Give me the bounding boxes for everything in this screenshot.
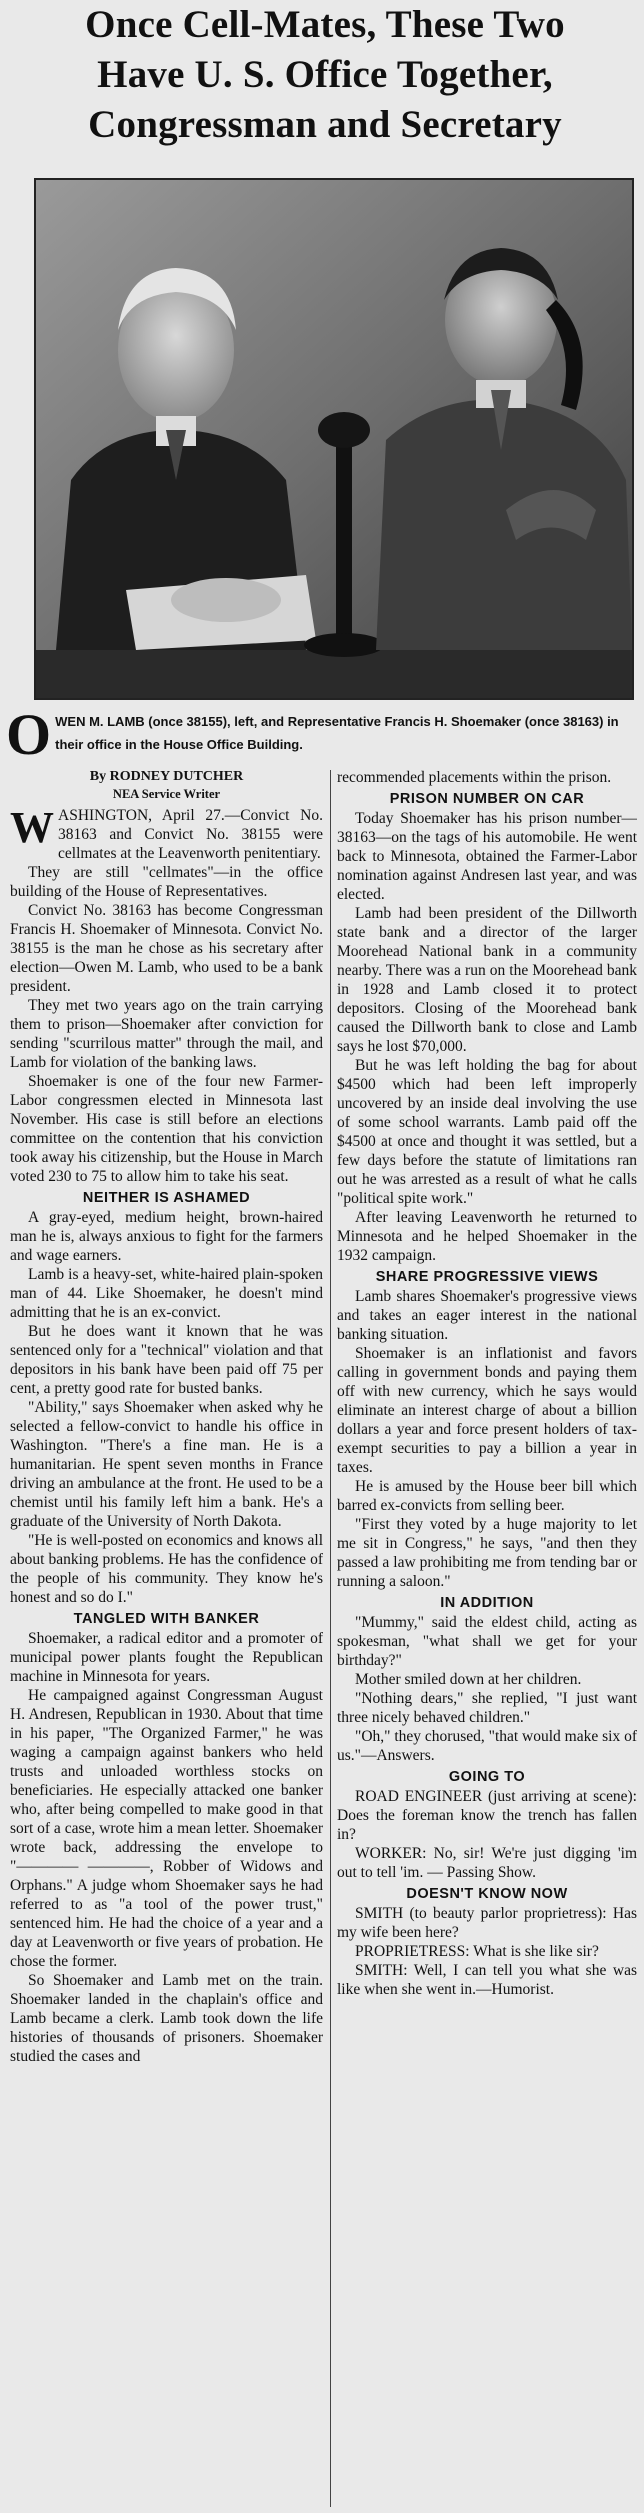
headline-line-1: Once Cell-Mates, These Two (85, 3, 565, 46)
paragraph-continued: recommended placements within the prison. (337, 769, 612, 786)
paragraph: SMITH: Well, I can tell you what she was like when she went in.—Humorist. (337, 1962, 637, 1998)
paragraph: Lamb had been president of the Dillworth state bank and a director of the larger Moorehead National bank in a community nearby. There was a run on the Moorehead bank in 1928 and Lamb closed it to protect depositors. Closing of the Moorehead bank caused the Dillworth bank to close and Lamb says he lost $70,000. (337, 905, 637, 1055)
paragraph: But he was left holding the bag for about $4500 which had been left improperly uncovered by an inside deal involving the use of some school warrants. Lamb paid off the $4500 at once and thought it was settled, but a few days before the statute of limitations ran out he was arrested as a result of what he calls "political spite work." (337, 1057, 637, 1207)
paragraph: They are still "cellmates"—in the office building of the House of Representatives. (10, 864, 323, 900)
subhead-neither-is-ashamed: NEITHER IS ASHAMED (82, 1190, 251, 1206)
paragraph: Shoemaker is one of the four new Farmer-Labor congressmen elected in Minnesota last November. His case is still before an elections committee on the contention that his conviction took away his citizenship, but the House in March voted 230 to 75 to allow him to take his seat. (10, 1073, 323, 1185)
paragraph: ROAD ENGINEER (just arriving at scene): Does the foreman know the trench has fallen in? (337, 1788, 637, 1843)
headline-line-3: Congressman and Secretary (88, 103, 562, 146)
paragraph: "Nothing dears," she replied, "I just want three nicely behaved children." (337, 1690, 637, 1726)
paragraph: So Shoemaker and Lamb met on the train. Shoemaker landed in the chaplain's office and Lamb became a clerk. Lamb took down the life histories of thousands of prisoners. Shoemaker studied the cases and (10, 1972, 323, 2065)
photo-two-men-at-desk (34, 178, 634, 700)
paragraph: WORKER: No, sir! We're just digging 'im out to tell 'im. — Passing Show. (337, 1845, 637, 1881)
headline-line-2: Have U. S. Office Together, (97, 53, 553, 96)
paragraph: "He is well-posted on economics and knows all about banking problems. He has the confidence of the people of his community. They know he's honest and so do I." (10, 1532, 323, 1606)
paragraph: But he does want it known that he was sentenced only for a "technical" violation and that depositors in his bank have been paid off 75 per cent, a pretty good rate for busted banks. (10, 1323, 323, 1397)
paragraph: Shoemaker, a radical editor and a promoter of municipal power plants fought the Republican machine in Minnesota for years. (10, 1630, 323, 1685)
caption-text: WEN M. LAMB (once 38155), left, and Representative Francis H. Shoemaker (once 38163) in their office in the House Office Building. (55, 714, 619, 752)
photo-illustration (36, 180, 632, 698)
right-column (337, 768, 637, 2513)
paragraph: Lamb is a heavy-set, white-haired plain-spoken man of 44. Like Shoemaker, he doesn't mind admitting that he is an ex-convict. (10, 1266, 323, 1321)
paragraph: SMITH (to beauty parlor proprietress): Has my wife been here? (337, 1905, 637, 1941)
byline-sub: NEA Service Writer (112, 787, 221, 801)
subhead-tangled-with-banker: TANGLED WITH BANKER (73, 1611, 260, 1627)
subhead-prison-number-on-car: PRISON NUMBER ON CAR (389, 791, 585, 807)
paragraph: They met two years ago on the train carrying them to prison—Shoemaker after conviction for sending "scurrilous matter" through the mail, and Lamb for violation of the banking laws. (10, 997, 323, 1071)
paragraph: Mother smiled down at her children. (355, 1671, 582, 1688)
subhead-in-addition: IN ADDITION (440, 1595, 534, 1611)
subhead-going-to: GOING TO (448, 1769, 526, 1785)
caption-drop-letter: O (6, 702, 52, 767)
paragraph: A gray-eyed, medium height, brown-haired man he is, always anxious to fight for the farmers and wage earners. (10, 1209, 323, 1264)
paragraph: PROPRIETRESS: What is she like sir? (355, 1943, 599, 1960)
paragraph: Today Shoemaker has his prison number—38163—on the tags of his automobile. He went back to Minnesota, obtained the Farmer-Labor nomination against Andresen last year, and was elected. (337, 810, 637, 903)
intro-paragraph (10, 803, 323, 863)
intro-drop-letter: W (10, 803, 54, 852)
paragraph: After leaving Leavenworth he returned to Minnesota and he helped Shoemaker in the 1932 campaign. (337, 1209, 637, 1264)
subhead-doesnt-know-now: DOESN'T KNOW NOW (406, 1886, 568, 1902)
paragraph: "Mummy," said the eldest child, acting as spokesman, "what shall we get for your birthday?" (337, 1614, 637, 1669)
column-divider (330, 770, 331, 2507)
paragraph: "Ability," says Shoemaker when asked why he selected a fellow-convict to handle his office in Washington. "There's a fine man. He is a humanitarian. He spent seven months in France driving an ambulance at the front. He used to be a chemist until his family left him a bank. He's a graduate of the University of North Dakota. (10, 1399, 323, 1530)
paragraph: Shoemaker is an inflationist and favors calling in government bonds and paying them off with new currency, which he says would eliminate an interest charge of about a billion dollars a year and force present holders of tax-exempt securities to pay a billion a year in taxes. (337, 1345, 637, 1476)
subhead-share-progressive-views: SHARE PROGRESSIVE VIEWS (375, 1269, 599, 1285)
paragraph: He is amused by the House beer bill which barred ex-convicts from selling beer. (337, 1478, 637, 1514)
byline: By RODNEY DUTCHER (89, 769, 244, 784)
paragraph: Lamb shares Shoemaker's progressive views and takes an eager interest in the national banking situation. (337, 1288, 637, 1343)
paragraph: "First they voted by a huge majority to let me sit in Congress," he says, "and then they passed a law prohibiting me from tending bar or running a saloon." (337, 1516, 637, 1590)
headline (10, 0, 640, 150)
left-column (10, 768, 323, 2513)
paragraph: Convict No. 38163 has become Congressman Francis H. Shoemaker of Minnesota. Convict No. 38155 is the man he chose as his secretary after election—Owen M. Lamb, who used to be a bank president. (10, 902, 323, 995)
intro-text: ASHINGTON, April 27.—Convict No. 38163 and Convict No. 38155 were cellmates at the Leavenworth penitentiary. (58, 807, 323, 862)
paragraph: He campaigned against Congressman August H. Andresen, Republican in 1930. About that time in his paper, "The Organized Farmer," he was waging a campaign against bankers who held trusts and unloaded worthless stocks on beneficiaries. He especially attacked one banker who, after being compelled to make good in that sort of a case, wrote him a mean letter. Shoemaker wrote back, addressing the envelope to "———— ————, Robber of Widows and Orphans." A judge whom Shoemaker says he had referred to as "a tool of the power trust," sentenced him. He had the choice of a year and a day at Leavenworth or five years of probation. He chose the former. (10, 1687, 323, 1970)
photo-caption (6, 702, 642, 767)
paragraph: "Oh," they chorused, "that would make six of us."—Answers. (337, 1728, 637, 1764)
